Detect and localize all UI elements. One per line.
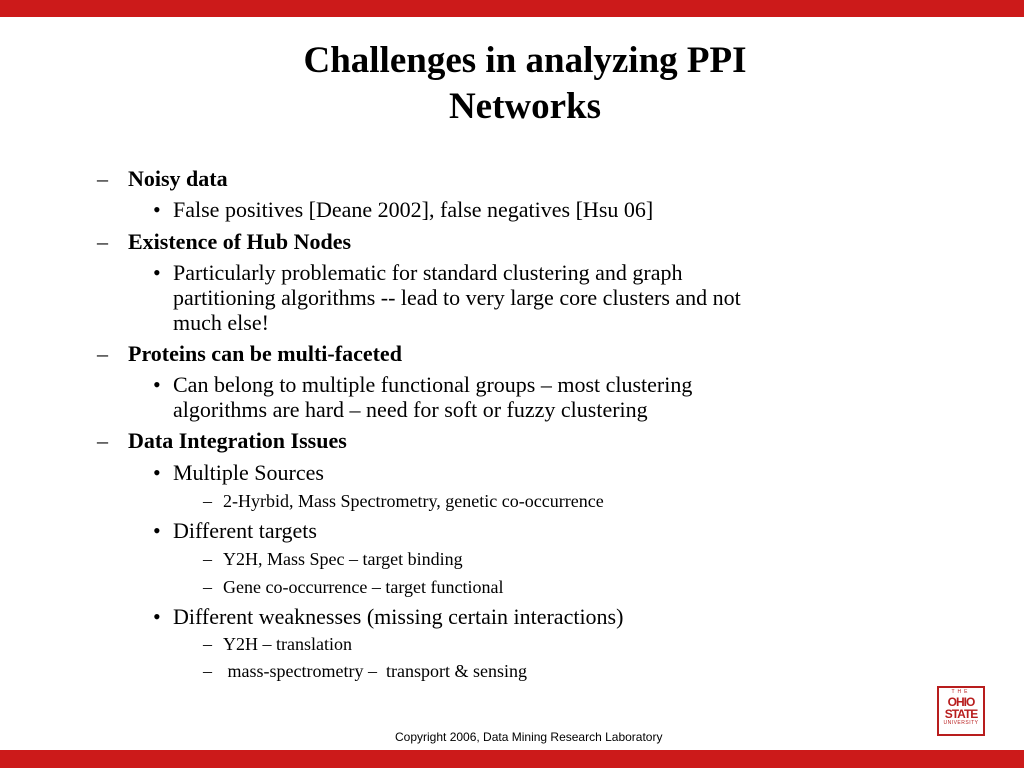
sub-dash-marker: – (203, 491, 212, 511)
section-heading-multi-faceted: Proteins can be multi-faceted (128, 341, 402, 366)
bullet-text-continued: algorithms are hard – need for soft or fuzzy clustering (173, 397, 648, 422)
bullet-text-continued: much else! (173, 310, 269, 335)
bullet-text: Can belong to multiple functional groups – most clustering (173, 372, 693, 397)
copyright-footer: Copyright 2006, Data Mining Research Laboratory (395, 730, 663, 744)
bullet-marker: • (153, 460, 161, 485)
dash-marker: – (97, 428, 108, 453)
dash-marker: – (97, 341, 108, 366)
bottom-red-bar (0, 750, 1024, 768)
sub-dash-marker: – (203, 549, 212, 569)
sub-item-text: Y2H, Mass Spec – target binding (223, 549, 463, 569)
bullet-text: Different weaknesses (missing certain interactions) (173, 604, 624, 629)
logo-university: UNIVERSITY (943, 720, 979, 726)
bullet-text: Different targets (173, 518, 317, 543)
sub-item-text: mass-spectrometry – transport & sensing (223, 661, 527, 681)
sub-dash-marker: – (203, 577, 212, 597)
logo-the: THE (951, 689, 971, 695)
sub-item-text: Y2H – translation (223, 634, 352, 654)
bullet-marker: • (153, 197, 161, 222)
bullet-marker: • (153, 518, 161, 543)
section-heading-noisy-data: Noisy data (128, 166, 228, 191)
slide-title (100, 38, 950, 130)
logo-state: STATE (944, 707, 978, 721)
top-red-bar (0, 0, 1024, 17)
bullet-marker: • (153, 372, 161, 397)
dash-marker: – (97, 166, 108, 191)
bullet-text-continued: partitioning algorithms -- lead to very large core clusters and not (173, 285, 741, 310)
bullet-text: Particularly problematic for standard clustering and graph (173, 260, 683, 285)
bullet-text: False positives [Deane 2002], false negatives [Hsu 06] (173, 197, 654, 222)
ohio-state-logo (937, 686, 985, 736)
bullet-text: Multiple Sources (173, 460, 324, 485)
sub-item-text: 2-Hyrbid, Mass Spectrometry, genetic co-occurrence (223, 491, 604, 511)
logo-ohio: OHIO (947, 695, 975, 709)
title-line-2: Networks (448, 86, 602, 127)
bullet-marker: • (153, 604, 161, 629)
section-heading-data-integration: Data Integration Issues (128, 428, 347, 453)
bullet-marker: • (153, 260, 161, 285)
sub-dash-marker: – (203, 634, 212, 654)
section-heading-hub-nodes: Existence of Hub Nodes (128, 229, 352, 254)
sub-item-text: Gene co-occurrence – target functional (223, 577, 504, 597)
dash-marker: – (97, 229, 108, 254)
sub-dash-marker: – (203, 661, 212, 681)
title-line-1: Challenges in analyzing PPI (303, 40, 747, 81)
